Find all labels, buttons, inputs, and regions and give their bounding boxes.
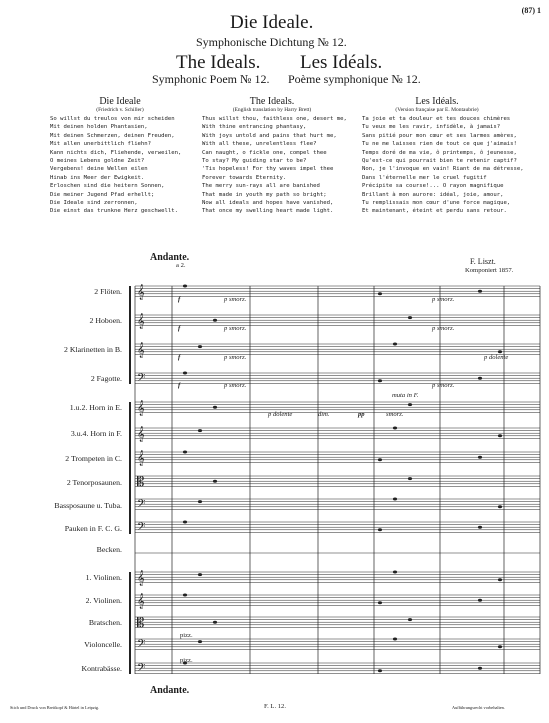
poem-french-text: Ta joie et ta douleur et tes douces chimères Tu veux me les ravir, infidèle, à jamais? Sans pitié pour mon cœur et ses larmes amères, Tu ne me laisses rien de tout ce que j'aimais! Temps doré de ma vie, ô printemps, ô jeunesse, Qu'est-ce qui pourrait bien te retenir captif? Non, je l'invoque en vain! Riant de ma détresse, Dans l'éternelle mer le cruel fugitif Précipite sa course!... O rayon magnifique Brillant à mon aurore: idéal, joie, amour, Tu remplissais mon cœur d'une force magique, Et maintenant, éteint et perdu sans retour. [362, 116, 524, 215]
instrument-trumpets: 2 Trompeten in C. [65, 454, 122, 463]
clef-icon: 𝄢 [137, 371, 146, 386]
clef-icon: 𝄞 [137, 342, 145, 357]
dynamic-p-smorz-bsn: p smorz. [224, 382, 247, 389]
note-head [378, 292, 382, 295]
clef-icon: 𝄡 [137, 615, 145, 630]
clefs [137, 284, 145, 676]
title-french: Les Idéals. [300, 52, 383, 73]
dynamic-p-smorz-bsn-2: p smorz. [432, 382, 455, 389]
note-head [198, 573, 202, 576]
clef-icon: 𝄞 [137, 426, 145, 441]
dynamic-p-dolente-horn: p dolente [268, 411, 293, 418]
note-head [183, 285, 187, 288]
note-head [198, 429, 202, 432]
tempo-marking-bottom: Andante. [150, 685, 190, 696]
note-head [213, 406, 217, 409]
dynamic-pp-horn: pp [358, 411, 365, 418]
note-head [478, 290, 482, 293]
title-english: The Ideals. [176, 52, 261, 73]
clef-icon: 𝄢 [137, 661, 146, 676]
clef-icon: 𝄞 [137, 450, 145, 465]
dynamic-smorz-horn: smorz. [386, 411, 404, 418]
note-head [378, 458, 382, 461]
instrument-violins-1: 1. Violinen. [85, 573, 122, 582]
note-head [213, 621, 217, 624]
instrument-violas: Bratschen. [88, 618, 122, 627]
tempo-marking-top: Andante. [150, 252, 190, 263]
note-head [478, 599, 482, 602]
note-head [393, 571, 397, 574]
note-head [378, 601, 382, 604]
note-head [408, 403, 412, 406]
note-head [408, 316, 412, 319]
a2-marking: a 2. [176, 262, 186, 269]
note-head [183, 451, 187, 454]
instrument-clarinets: 2 Klarinetten in B. [63, 345, 122, 354]
instrument-flutes: 2 Flöten. [94, 287, 122, 296]
footer-plate-number: F. L. 12. [264, 703, 287, 710]
instrument-bassoons: 2 Fagotte. [90, 374, 122, 383]
poem-english-credit: (English translation by Harry Brett) [232, 107, 312, 113]
note-head [498, 645, 502, 648]
poem-french-credit: (Version française par E. Montaubrie) [395, 107, 479, 113]
note-head [478, 667, 482, 670]
note-head [408, 477, 412, 480]
note-head [393, 498, 397, 501]
poem-english-heading: The Ideals. [249, 96, 295, 107]
note-head [498, 434, 502, 437]
footer-rights: Aufführungsrecht vorbehalten. [452, 705, 505, 710]
dynamic-pizz-cb: pizz. [180, 657, 193, 664]
clef-icon: 𝄞 [137, 313, 145, 328]
clef-icon: 𝄞 [137, 284, 145, 299]
note-head [213, 319, 217, 322]
page-number: (87) 1 [521, 6, 541, 15]
dynamic-p-smorz-flute-2: p smorz. [432, 296, 455, 303]
note-head [393, 638, 397, 641]
note-head [498, 350, 502, 353]
note-head [198, 640, 202, 643]
clef-icon: 𝄢 [137, 497, 146, 512]
subtitle-english: Symphonic Poem № 12. [152, 72, 270, 86]
dynamic-p-smorz-clar: p smorz. [224, 354, 247, 361]
subtitle-german: Symphonische Dichtung № 12. [196, 35, 347, 49]
note-head [408, 618, 412, 621]
composition-date: Komponiert 1857. [465, 267, 514, 274]
composer-name: F. Liszt. [470, 257, 496, 266]
dynamic-f-oboe: f [178, 325, 181, 332]
clef-icon: 𝄢 [137, 637, 146, 652]
dynamic-p-dolente-clar: p dolente [484, 354, 509, 361]
note-head [378, 669, 382, 672]
note-head [183, 594, 187, 597]
footer-printer: Stich und Druck von Breitkopf & Härtel in Leipzig. [10, 705, 100, 710]
note-head [498, 505, 502, 508]
clef-icon: 𝄡 [137, 474, 145, 489]
note-head [378, 528, 382, 531]
clef-icon: 𝄢 [137, 520, 146, 535]
note-head [393, 427, 397, 430]
dynamic-f-clar: f [178, 354, 181, 361]
instrument-tenor-trombones: 2 Tenorposaunen. [66, 478, 122, 487]
note-head [478, 377, 482, 380]
clef-icon: 𝄞 [137, 400, 145, 415]
dynamic-dim-horn: dim. [318, 411, 330, 418]
clef-icon: 𝄞 [137, 570, 145, 585]
note-head [393, 343, 397, 346]
dynamic-p-smorz-flute: p smorz. [224, 296, 247, 303]
note-head [378, 379, 382, 382]
note-head [183, 372, 187, 375]
clef-icon: 𝄞 [137, 593, 145, 608]
note-head [478, 526, 482, 529]
instrument-timpani: Pauken in F. C. G. [64, 524, 122, 533]
instrument-double-basses: Kontrabässe. [81, 664, 122, 673]
instrument-oboes: 2 Hoboen. [89, 316, 122, 325]
title-german: Die Ideale. [230, 12, 314, 33]
dynamic-muta-f: muta in F. [392, 392, 419, 399]
poem-german-heading: Die Ideale [99, 96, 141, 107]
instrument-horns-1-2: 1.u.2. Horn in E. [69, 403, 122, 412]
poem-german-text: So willst du treulos von mir scheiden Mit deinen holden Phantasien, Mit deinen Schmerzen, deinen Freuden, Mit allen unerbittlich fliehn? Kann nichts dich, Fliehende, verweilen, O meines Lebens goldne Zeit? Vergebens! deine Wellen eilen Hinab ins Meer der Ewigkeit. Erloschen sind die heitern Sonnen, Die meiner Jugend Pfad erhellt; Die Ideale sind zerronnen, Die einst das trunkne Herz geschwellt. [50, 116, 182, 215]
note-head [498, 578, 502, 581]
dynamic-p-smorz-oboe: p smorz. [224, 325, 247, 332]
instrument-cymbals: Becken. [96, 545, 122, 554]
instrument-cellos: Violoncelle. [84, 640, 122, 649]
poem-german-credit: (Friedrich v. Schiller) [96, 107, 144, 113]
staff-lines [135, 286, 540, 673]
note-head [198, 500, 202, 503]
note-head [213, 480, 217, 483]
instrument-horns-3-4: 3.u.4. Horn in F. [70, 429, 122, 438]
poem-english-text: Thus willst thou, faithless one, desert me, With thine entrancing phantasy, With joys untold and pains that hurt me, With all these, unrelentless flee? Can naught, o fickle one, compel thee To stay? My guiding star to be? 'Tis hopeless! For thy waves impel thee Forever towards Eternity. The merry sun-rays all are banished That made in youth my path so bright; Now all ideals and hopes have vanished, That once my swelling heart made light. [202, 116, 347, 215]
instrument-violins-2: 2. Violinen. [85, 596, 122, 605]
note-head [478, 456, 482, 459]
dynamic-p-smorz-oboe-2: p smorz. [432, 325, 455, 332]
poem-french-heading: Les Idéals. [415, 96, 459, 107]
dynamic-f-flute: f [178, 296, 181, 303]
dynamic-f-bsn: f [178, 382, 181, 389]
subtitle-french: Poème symphonique № 12. [288, 72, 421, 86]
note-head [183, 521, 187, 524]
note-head [198, 345, 202, 348]
dynamic-pizz-vc: pizz. [180, 632, 193, 639]
instrument-bass-trombone-tuba: Bassposaune u. Tuba. [54, 501, 122, 510]
